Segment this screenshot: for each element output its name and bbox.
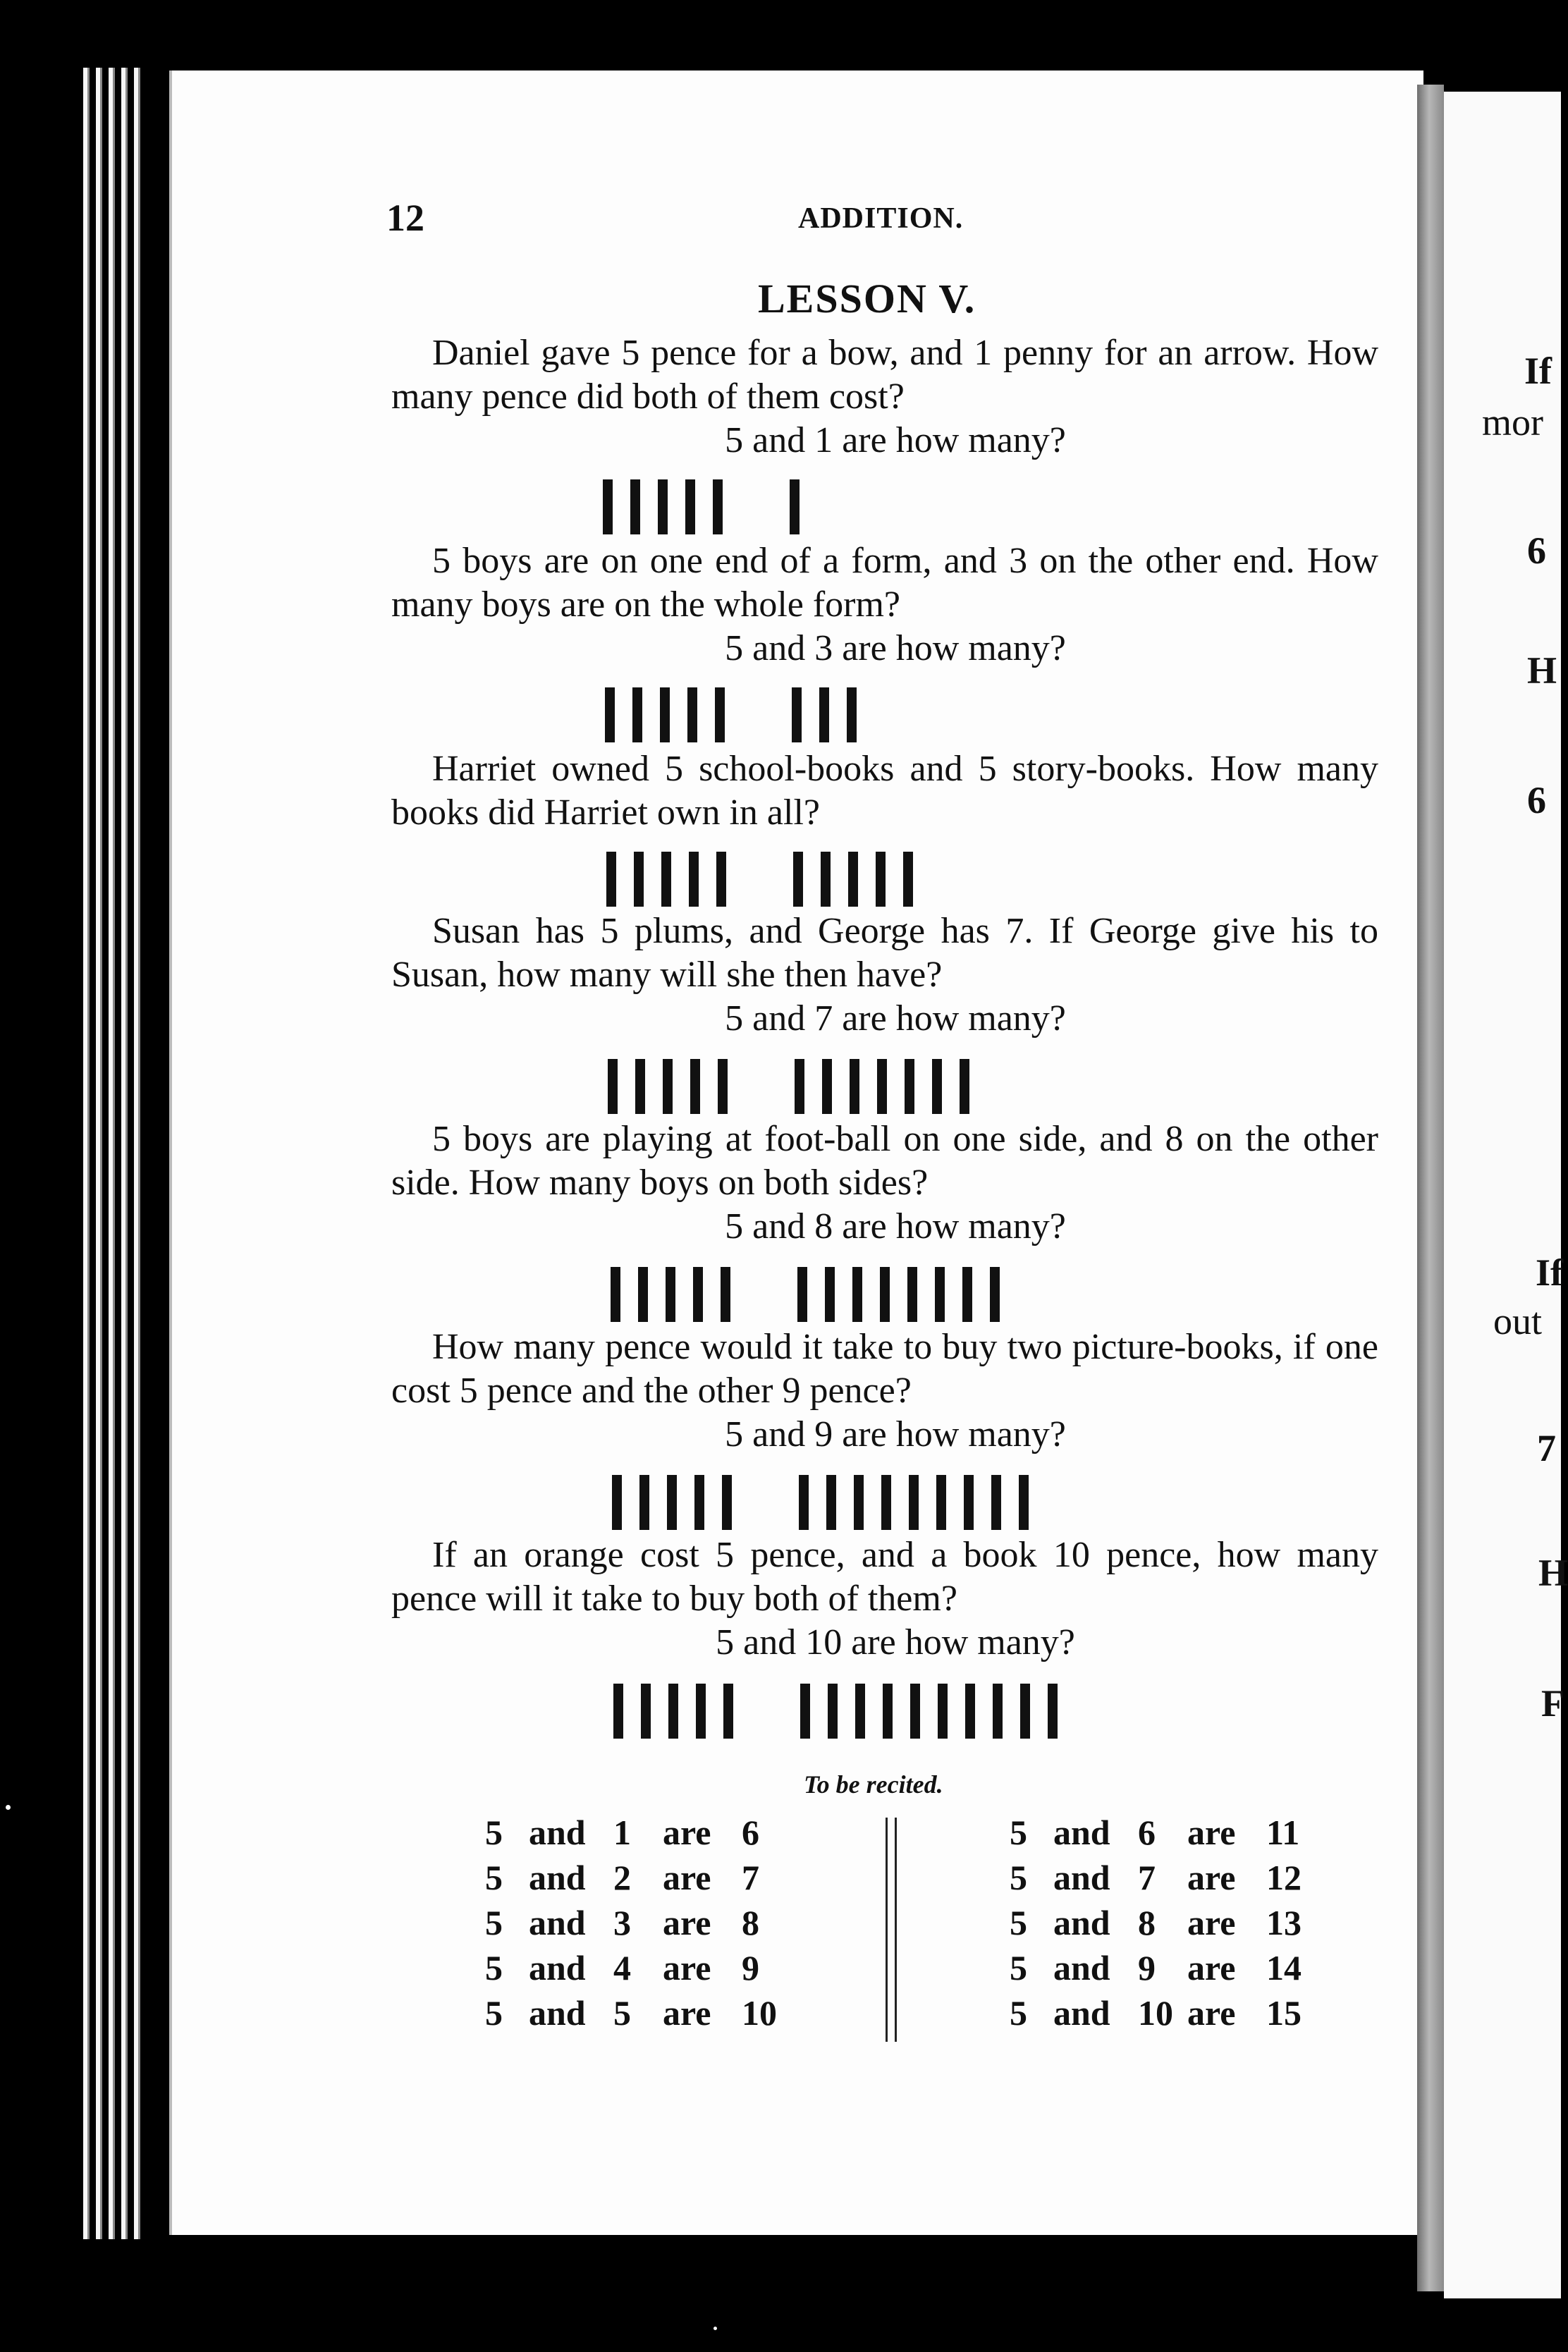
problem xyxy=(391,1117,1378,1249)
problem xyxy=(391,747,1378,835)
tally-mark xyxy=(799,1475,809,1530)
recite-row xyxy=(1010,1947,1320,1992)
recite-a: 5 xyxy=(485,1813,503,1852)
tally-mark xyxy=(693,1267,703,1322)
recite-a: 5 xyxy=(485,1993,503,2033)
problem xyxy=(391,331,1378,463)
recite-are: are xyxy=(1187,1948,1236,1987)
tally-mark xyxy=(852,1267,862,1322)
tally-mark xyxy=(660,687,670,742)
tally-mark xyxy=(850,1059,859,1114)
facing-fragment: 6 xyxy=(1527,779,1546,821)
scan-speck xyxy=(713,2327,717,2330)
recite-row xyxy=(485,1902,795,1947)
tally-mark xyxy=(638,1267,648,1322)
tally-mark xyxy=(1048,1684,1058,1739)
recite-row xyxy=(1010,1902,1320,1947)
recite-b: 5 xyxy=(613,1993,631,2033)
problem-text: 5 boys are playing at foot-ball on one side, and 8 on the other side. How many boys on both sides? xyxy=(391,1119,1378,1203)
recite-are: are xyxy=(663,1948,711,1987)
recite-b: 9 xyxy=(1138,1948,1156,1987)
problem-text: Susan has 5 plums, and George has 7. If George give his to Susan, how many will she then have? xyxy=(391,911,1378,995)
recite-sum: 9 xyxy=(742,1948,759,1987)
tally-mark xyxy=(855,1684,865,1739)
recite-column-left xyxy=(485,1812,795,2038)
recite-row xyxy=(485,1812,795,1857)
tally-mark xyxy=(1020,1684,1030,1739)
recite-sum: 12 xyxy=(1266,1858,1301,1897)
tally-mark xyxy=(687,687,697,742)
problem-question: 5 and 8 are how many? xyxy=(725,1206,1066,1247)
tally-mark xyxy=(689,852,699,907)
tally-mark xyxy=(993,1684,1003,1739)
problem-question: 5 and 7 are how many? xyxy=(725,998,1066,1039)
recite-sum: 11 xyxy=(1266,1813,1300,1852)
tally-mark xyxy=(880,1267,890,1322)
facing-fragment: mor xyxy=(1482,401,1543,443)
tally-mark xyxy=(694,1475,704,1530)
tally-mark xyxy=(792,687,802,742)
tally-mark xyxy=(632,687,642,742)
tally-mark xyxy=(964,1475,974,1530)
recite-sum: 8 xyxy=(742,1903,759,1942)
tally-mark xyxy=(606,852,616,907)
recite-a: 5 xyxy=(485,1903,503,1942)
tally-mark xyxy=(685,479,695,534)
recite-row xyxy=(1010,1812,1320,1857)
facing-fragment: H xyxy=(1538,1552,1568,1594)
facing-fragment: H xyxy=(1527,649,1557,692)
tally-mark xyxy=(613,1684,623,1739)
recite-a: 5 xyxy=(485,1858,503,1897)
tally-mark xyxy=(666,1267,675,1322)
facing-fragment: F xyxy=(1541,1682,1564,1725)
facing-fragment: If xyxy=(1536,1251,1563,1294)
recite-row xyxy=(485,1947,795,1992)
tally-mark xyxy=(938,1684,948,1739)
tally-mark xyxy=(828,1684,838,1739)
tally-mark xyxy=(603,479,613,534)
recite-column-right xyxy=(1010,1812,1320,2038)
facing-fragment: 7 xyxy=(1537,1427,1556,1469)
recite-and: and xyxy=(1053,1948,1110,1987)
recite-are: are xyxy=(663,1903,711,1942)
tally-mark xyxy=(721,1267,730,1322)
tally-mark xyxy=(611,1267,620,1322)
tally-mark xyxy=(713,479,723,534)
problem-question: 5 and 10 are how many? xyxy=(716,1622,1075,1662)
recite-and: and xyxy=(1053,1993,1110,2033)
column-divider xyxy=(886,1818,897,2042)
problem-text: 5 boys are on one end of a form, and 3 on the other end. How many boys are on the whole form? xyxy=(391,541,1378,625)
lesson-title: LESSON V. xyxy=(758,276,976,321)
recite-and: and xyxy=(1053,1903,1110,1942)
tally-mark xyxy=(822,1059,832,1114)
tally-mark xyxy=(819,687,829,742)
recite-are: are xyxy=(663,1858,711,1897)
tally-mark xyxy=(876,852,886,907)
tally-mark xyxy=(715,687,725,742)
recite-are: are xyxy=(1187,1903,1236,1942)
problem-text: How many pence would it take to buy two picture-books, if one cost 5 pence and the other 9 pence? xyxy=(391,1327,1378,1411)
tally-mark xyxy=(641,1684,651,1739)
tally-mark xyxy=(821,852,831,907)
tally-mark xyxy=(605,687,615,742)
problem-text: Daniel gave 5 pence for a bow, and 1 penny for an arrow. How many pence did both of them cost? xyxy=(391,333,1378,417)
tally-mark xyxy=(965,1684,975,1739)
running-head: ADDITION. xyxy=(798,202,964,235)
recite-and: and xyxy=(529,1813,586,1852)
recite-a: 5 xyxy=(1010,1903,1027,1942)
recite-are: are xyxy=(663,1993,711,2033)
problem xyxy=(391,1533,1378,1665)
facing-fragment: If xyxy=(1524,350,1552,392)
recite-a: 5 xyxy=(1010,1813,1027,1852)
recite-b: 4 xyxy=(613,1948,631,1987)
recite-b: 3 xyxy=(613,1903,631,1942)
tally-mark xyxy=(722,1475,732,1530)
problem-text: Harriet owned 5 school-books and 5 story-books. How many books did Harriet own in all? xyxy=(391,749,1378,833)
tally-mark xyxy=(883,1684,893,1739)
recite-are: are xyxy=(1187,1858,1236,1897)
recite-are: are xyxy=(1187,1813,1236,1852)
recite-title: To be recited. xyxy=(804,1770,943,1799)
recite-sum: 6 xyxy=(742,1813,759,1852)
tally-mark xyxy=(1019,1475,1029,1530)
tally-mark xyxy=(932,1059,942,1114)
tally-mark xyxy=(696,1684,706,1739)
recite-and: and xyxy=(529,1858,586,1897)
tally-mark xyxy=(790,479,800,534)
recite-a: 5 xyxy=(485,1948,503,1987)
tally-mark xyxy=(663,1059,673,1114)
recite-b: 8 xyxy=(1138,1903,1156,1942)
recite-a: 5 xyxy=(1010,1858,1027,1897)
tally-mark xyxy=(718,1059,728,1114)
tally-mark xyxy=(990,1267,1000,1322)
tally-mark xyxy=(795,1059,804,1114)
recite-row xyxy=(485,1992,795,2038)
recite-b: 1 xyxy=(613,1813,631,1852)
tally-mark xyxy=(847,687,857,742)
facing-fragment: 6 xyxy=(1527,529,1546,572)
recite-are: are xyxy=(663,1813,711,1852)
tally-mark xyxy=(991,1475,1001,1530)
problem xyxy=(391,909,1378,1041)
tally-mark xyxy=(639,1475,649,1530)
problem-text: If an orange cost 5 pence, and a book 10 pence, how many pence will it take to buy both of them? xyxy=(391,1535,1378,1619)
recite-a: 5 xyxy=(1010,1948,1027,1987)
recite-b: 2 xyxy=(613,1858,631,1897)
problem-question: 5 and 9 are how many? xyxy=(725,1414,1066,1454)
tally-mark xyxy=(877,1059,887,1114)
recite-and: and xyxy=(1053,1858,1110,1897)
tally-mark xyxy=(716,852,726,907)
tally-mark xyxy=(608,1059,618,1114)
recite-and: and xyxy=(529,1948,586,1987)
tally-mark xyxy=(797,1267,807,1322)
problem xyxy=(391,1325,1378,1457)
recite-and: and xyxy=(529,1903,586,1942)
tally-mark xyxy=(910,1684,920,1739)
recite-b: 7 xyxy=(1138,1858,1156,1897)
tally-mark xyxy=(723,1684,733,1739)
tally-mark xyxy=(905,1059,914,1114)
recite-a: 5 xyxy=(1010,1993,1027,2033)
recite-and: and xyxy=(529,1993,586,2033)
page-number: 12 xyxy=(386,197,424,239)
tally-mark xyxy=(936,1475,946,1530)
tally-mark xyxy=(635,1059,645,1114)
tally-mark xyxy=(935,1267,945,1322)
tally-mark xyxy=(661,852,671,907)
facing-fragment: out xyxy=(1493,1300,1543,1342)
problem-question: 5 and 3 are how many? xyxy=(725,628,1066,668)
tally-mark xyxy=(630,479,640,534)
tally-mark xyxy=(826,1475,836,1530)
tally-mark xyxy=(793,852,803,907)
tally-mark xyxy=(634,852,644,907)
recite-b: 10 xyxy=(1138,1993,1173,2033)
recite-sum: 15 xyxy=(1266,1993,1301,2033)
recite-and: and xyxy=(1053,1813,1110,1852)
tally-mark xyxy=(800,1684,810,1739)
recite-row xyxy=(485,1857,795,1902)
problem xyxy=(391,539,1378,670)
recite-row xyxy=(1010,1992,1320,2038)
recite-sum: 7 xyxy=(742,1858,759,1897)
tally-mark xyxy=(907,1267,917,1322)
tally-mark xyxy=(668,1684,678,1739)
problem-question: 5 and 1 are how many? xyxy=(725,420,1066,460)
recite-b: 6 xyxy=(1138,1813,1156,1852)
tally-mark xyxy=(690,1059,700,1114)
tally-mark xyxy=(848,852,858,907)
tally-mark xyxy=(854,1475,864,1530)
recite-row xyxy=(1010,1857,1320,1902)
tally-mark xyxy=(909,1475,919,1530)
tally-mark xyxy=(825,1267,835,1322)
tally-mark xyxy=(658,479,668,534)
tally-mark xyxy=(962,1267,972,1322)
tally-mark xyxy=(612,1475,622,1530)
recite-sum: 14 xyxy=(1266,1948,1301,1987)
recite-sum: 10 xyxy=(742,1993,777,2033)
tally-mark xyxy=(881,1475,891,1530)
scan-speck xyxy=(6,1805,11,1810)
tally-mark xyxy=(667,1475,677,1530)
recite-are: are xyxy=(1187,1993,1236,2033)
tally-mark xyxy=(960,1059,969,1114)
recite-sum: 13 xyxy=(1266,1903,1301,1942)
book-gutter xyxy=(1417,85,1444,2291)
tally-mark xyxy=(903,852,913,907)
